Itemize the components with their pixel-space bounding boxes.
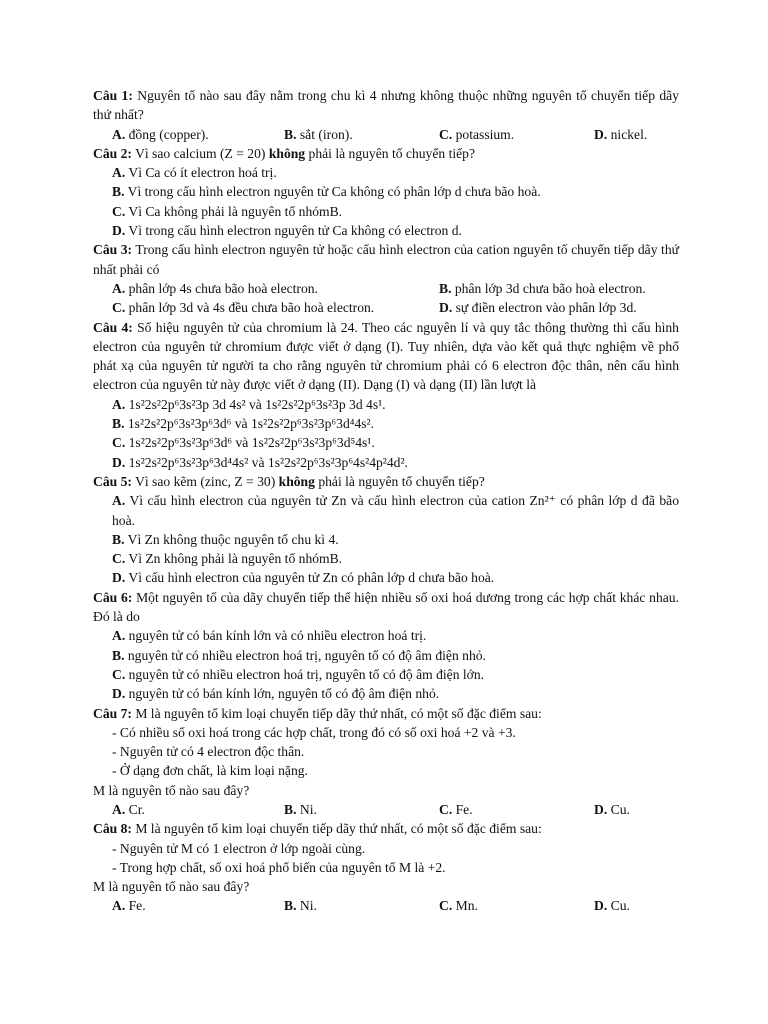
option-a: A. đồng (copper). — [112, 126, 209, 142]
option-d: D. Vì cấu hình electron của nguyên tử Zn có phân lớp d chưa bão hoà. — [112, 570, 495, 586]
option-c: C. phân lớp 3d và 4s đều chưa bão hoà electron. — [112, 300, 375, 316]
question-8-ask: M là nguyên tố nào sau đây? — [93, 879, 250, 895]
question-8-options — [93, 896, 679, 915]
option-b: B. Vì Zn không thuộc nguyên tố chu kì 4. — [112, 531, 339, 547]
option-d: D. Cu. — [594, 801, 630, 817]
question-6-stem: Câu 6: Một nguyên tố của dãy chuyển tiếp thể hiện nhiều số oxi hoá dương trong các hợp chất khác nhau. Đó là do — [93, 589, 680, 625]
bullet-item: - Nguyên tử có 4 electron độc thân. — [112, 744, 305, 760]
question-8-stem: Câu 8: M là nguyên tố kim loại chuyển tiếp dãy thứ nhất, có một số đặc điểm sau: — [93, 821, 542, 837]
question-5-stem: Câu 5: Vì sao kẽm (zinc, Z = 30) không phải là nguyên tố chuyển tiếp? — [93, 473, 485, 489]
option-a: A. Vì Ca có ít electron hoá trị. — [112, 165, 277, 181]
option-a: A. nguyên tử có bán kính lớn và có nhiều electron hoá trị. — [112, 628, 427, 644]
option-b: B. Ni. — [284, 801, 317, 817]
option-a: A. 1s²2s²2p⁶3s²3p 3d 4s² và 1s²2s²2p⁶3s²3p 3d 4s¹. — [112, 396, 386, 412]
question-7-ask: M là nguyên tố nào sau đây? — [93, 782, 250, 798]
option-d: D. nguyên tử có bán kính lớn, nguyên tố có độ âm điện nhỏ. — [112, 686, 440, 702]
bullet-item: - Trong hợp chất, số oxi hoá phổ biến của nguyên tố M là +2. — [112, 859, 446, 875]
question-7-stem: Câu 7: M là nguyên tố kim loại chuyển tiếp dãy thứ nhất, có một số đặc điểm sau: — [93, 705, 542, 721]
question-2-stem: Câu 2: Vì sao calcium (Z = 20) không phải là nguyên tố chuyển tiếp? — [93, 145, 475, 161]
option-b: B. nguyên tử có nhiều electron hoá trị, nguyên tố có độ âm điện nhỏ. — [112, 647, 486, 663]
question-3-options-row1 — [93, 279, 679, 298]
bullet-item: - Ở dạng đơn chất, là kim loại nặng. — [112, 763, 308, 779]
question-4-stem: Câu 4: Số hiệu nguyên tử của chromium là 24. Theo các nguyên lí và quy tắc thông thường thì cấu hình electron của nguyên tử chromium được viết ở dạng (I). Tuy nhiên, dựa vào kết quả thực nghiệm về phổ phát xạ của nguyên tử người ta cho rằng nguyên tử chromium phải có 6 electron độc thân, nên cấu hình electron của nguyên tử này được viết ở dạng (II). Dạng (I) và dạng (II) lần lượt là — [93, 319, 679, 393]
question-7-options — [93, 800, 679, 819]
question-1-stem — [93, 86, 679, 125]
question-label: Câu 1: — [93, 88, 133, 103]
question-text: Nguyên tố nào sau đây nằm trong chu kì 4 nhưng không thuộc những nguyên tố chuyển tiếp dãy thứ nhất? — [93, 88, 679, 123]
option-d: D. Vì trong cấu hình electron nguyên tử Ca không có electron d. — [112, 223, 462, 239]
option-a: A. Cr. — [112, 801, 145, 817]
option-b: B. 1s²2s²2p⁶3s²3p⁶3d⁶ và 1s²2s²2p⁶3s²3p⁶3d⁴4s². — [112, 416, 375, 432]
option-c: C. Mn. — [439, 898, 478, 914]
option-d: D. 1s²2s²2p⁶3s²3p⁶3d⁴4s² và 1s²2s²2p⁶3s²3p⁶4s²4p²4d². — [112, 454, 408, 470]
option-c: C. Vì Ca không phải là nguyên tố nhómB. — [112, 203, 343, 219]
bullet-item: - Nguyên tử M có 1 electron ở lớp ngoài cùng. — [112, 840, 366, 856]
question-1-options — [93, 125, 679, 144]
option-a: A. phân lớp 4s chưa bão hoà electron. — [112, 280, 318, 296]
question-3-stem: Câu 3: Trong cấu hình electron nguyên tử hoặc cấu hình electron của cation nguyên tố chuyển tiếp dãy thứ nhất phải có — [93, 242, 679, 277]
option-d: D. sự điền electron vào phân lớp 3d. — [439, 300, 637, 316]
option-c: C. Vì Zn không phải là nguyên tố nhómB. — [112, 551, 343, 567]
option-a: A. Vì cấu hình electron của nguyên tử Zn và cấu hình electron của cation Zn²⁺ có phân lớp d đã bão hoà. — [112, 493, 679, 528]
option-c: C. nguyên tử có nhiều electron hoá trị, nguyên tố có độ âm điện lớn. — [112, 666, 485, 682]
question-list — [93, 86, 679, 916]
question-3-options-row2 — [93, 298, 679, 317]
option-b: B. Ni. — [284, 898, 317, 914]
option-b: B. Vì trong cấu hình electron nguyên tử Ca không có phân lớp d chưa bão hoà. — [112, 184, 541, 200]
option-d: D. nickel. — [594, 126, 648, 142]
option-c: C. potassium. — [439, 126, 515, 142]
option-b: B. sắt (iron). — [284, 126, 353, 142]
option-a: A. Fe. — [112, 898, 146, 914]
bullet-item: - Có nhiều số oxi hoá trong các hợp chất, trong đó có số oxi hoá +2 và +3. — [112, 724, 516, 740]
option-c: C. 1s²2s²2p⁶3s²3p⁶3d⁶ và 1s²2s²2p⁶3s²3p⁶3d⁵4s¹. — [112, 435, 375, 451]
option-b: B. phân lớp 3d chưa bão hoà electron. — [439, 280, 646, 296]
option-c: C. Fe. — [439, 801, 473, 817]
option-d: D. Cu. — [594, 898, 630, 914]
